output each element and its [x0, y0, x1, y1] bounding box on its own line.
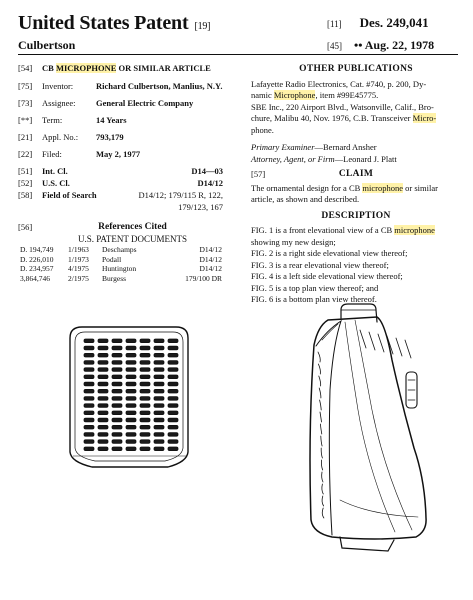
- grille-slot: [154, 418, 164, 422]
- highlighted-term: microphone: [394, 225, 435, 235]
- grille-slot: [168, 375, 178, 379]
- table-row: 3,864,746 2/1975 Burgess 179/100 DR: [20, 273, 222, 283]
- shade-line: [319, 388, 321, 398]
- grille-slot: [98, 346, 108, 350]
- references-subheading: U.S. PATENT DOCUMENTS: [77, 234, 188, 244]
- grille-slot: [168, 382, 178, 386]
- grille-slot: [84, 440, 94, 444]
- grille-slot: [140, 411, 150, 415]
- grille-slot: [84, 339, 94, 343]
- shade-line: [322, 508, 324, 518]
- grille-slot: [84, 346, 94, 350]
- references-heading: [56] References Cited: [18, 222, 167, 232]
- highlighted-term: Micro-: [412, 113, 437, 123]
- grille-slot: [112, 375, 122, 379]
- grille-slot: [126, 353, 136, 357]
- grille-slot: [154, 361, 164, 365]
- shade-line: [318, 364, 320, 374]
- grille-slot: [112, 353, 122, 357]
- grille-slot: [154, 389, 164, 393]
- grille-slot: [154, 404, 164, 408]
- attorney: Attorney, Agent, or Firm—Leonard J. Platt: [251, 153, 397, 164]
- grille-slot: [98, 447, 108, 451]
- grille-slot: [154, 411, 164, 415]
- grille-slot: [98, 375, 108, 379]
- grille-slot: [98, 418, 108, 422]
- grille-slot: [154, 440, 164, 444]
- claim-text: The ornamental design for a CB microphone or similar article, as shown and described.: [251, 182, 438, 204]
- grille-slot: [168, 404, 178, 408]
- grille-slot: [112, 411, 122, 415]
- assignee-row: [73] Assignee: General Electric Company: [18, 98, 194, 108]
- grille-slots: [84, 339, 178, 451]
- grille-slot: [112, 397, 122, 401]
- grille-slot: [126, 339, 136, 343]
- claim-heading-row: [57] CLAIM: [251, 169, 461, 181]
- grille-slot: [140, 418, 150, 422]
- shade-line: [320, 424, 321, 434]
- grille-slot: [140, 440, 150, 444]
- side-view-drawing: [310, 304, 426, 551]
- grille-slot: [98, 361, 108, 365]
- grille-slot: [112, 433, 122, 437]
- grille-slot: [98, 425, 108, 429]
- title-code: [19]: [194, 21, 211, 32]
- grille-slot: [98, 433, 108, 437]
- number-code: [11]: [327, 19, 342, 29]
- grille-slot: [140, 433, 150, 437]
- grille-slot: [140, 397, 150, 401]
- grille-slot: [126, 382, 136, 386]
- grille-slot: [154, 382, 164, 386]
- grille-slot: [168, 440, 178, 444]
- highlighted-term: Microphone: [273, 90, 316, 100]
- other-publications-text: Lafayette Radio Electronics, Cat. #740, p. 200, Dy- namic Microphone, item #99E45775. SBE Inc., 220 Airport Blvd., Watsonville, Calif., Bro- chure, Malibu 40, Nov. 1976, C.B. Transceiver Micro- phone.: [251, 78, 437, 135]
- shade-line: [319, 376, 321, 386]
- grille-slot: [154, 375, 164, 379]
- grille-slot: [112, 425, 122, 429]
- grille-slot: [140, 382, 150, 386]
- grille-slot: [140, 339, 150, 343]
- grille-slot: [140, 389, 150, 393]
- grille-slot: [168, 361, 178, 365]
- grille-slot: [126, 411, 136, 415]
- grille-slot: [112, 389, 122, 393]
- term-row: [**] Term: 14 Years: [18, 115, 127, 125]
- grille-slot: [84, 353, 94, 357]
- grille-slot: [84, 368, 94, 372]
- grille-slot: [126, 447, 136, 451]
- primary-examiner: Primary Examiner—Bernard Ansher: [251, 142, 377, 152]
- shade-line: [360, 330, 366, 348]
- grille-slot: [154, 433, 164, 437]
- grille-slot: [168, 433, 178, 437]
- front-view-drawing: [70, 327, 188, 467]
- shade-line: [321, 460, 322, 470]
- grille-slot: [112, 418, 122, 422]
- grille-slot: [84, 389, 94, 393]
- grille-slot: [168, 368, 178, 372]
- shade-line: [322, 484, 323, 494]
- grille-slot: [168, 418, 178, 422]
- highlighted-term: MICROPHONE: [55, 63, 117, 73]
- grille-slot: [112, 447, 122, 451]
- shade-line: [318, 352, 320, 362]
- shade-line: [322, 496, 324, 506]
- grille-slot: [154, 339, 164, 343]
- grille-slot: [168, 339, 178, 343]
- grille-slot: [84, 433, 94, 437]
- grille-slot: [126, 361, 136, 365]
- grille-slot: [168, 425, 178, 429]
- grille-slot: [112, 440, 122, 444]
- bibliographic-data: [54] CB MICROPHONE OR SIMILAR ARTICLE [75] Inventor: Richard Culbertson, Manlius, N.Y. [73] Assignee: General Electric Company [**] Term: 14 Years [21] Appl. No.: 793,179 [22] Filed: May 2, 1977 [51] Int. Cl. D14—03 [52] U.S. Cl. D14/12 [58] Field of Search D14/12; 179/115 R, 122, 179/123, 167 [56] References Cited U.S. PATENT DOCUMENTS D. 194,749 1/1963 Deschamps D14/12 D. 226,010 1/1973 Podall D14/12 D. 234,957 4/1975 Huntington D14/12 3,864,746 2/1975 Burgess 179/100 DR: [18, 63, 223, 283]
- int-cl-row: [51] Int. Cl. D14—03: [18, 166, 223, 176]
- description-text: FIG. 1 is a front elevational view of a CB microphone showing my new design; FIG. 2 is a right side elevational view thereof; FIG. 3 is a rear elevational view thereof; FIG. 4 is a left side elevational view thereof; FIG. 5 is a top plan view thereof; and FIG. 6 is a bottom plan view thereof.: [251, 225, 435, 304]
- grille-slot: [126, 425, 136, 429]
- us-cl-row: [52] U.S. Cl. D14/12: [18, 178, 223, 188]
- patent-date-value: Aug. 22, 1978: [364, 38, 435, 52]
- grille-slot: [140, 353, 150, 357]
- field-search-row: [58] Field of Search D14/12; 179/115 R, 122,: [18, 190, 223, 200]
- shade-line: [321, 448, 322, 458]
- grille-slot: [168, 411, 178, 415]
- grille-slot: [154, 447, 164, 451]
- grille-slot: [140, 375, 150, 379]
- grille-slot: [154, 353, 164, 357]
- table-row: D. 194,749 1/1963 Deschamps D14/12: [20, 245, 222, 254]
- grille-slot: [154, 368, 164, 372]
- grille-slot: [84, 404, 94, 408]
- shade-line: [378, 334, 384, 352]
- shade-line: [321, 436, 322, 446]
- grille-slot: [112, 382, 122, 386]
- grille-slot: [98, 397, 108, 401]
- grille-slot: [126, 375, 136, 379]
- grille-slot: [154, 346, 164, 350]
- grille-slot: [126, 440, 136, 444]
- grille-slot: [84, 425, 94, 429]
- shading-lines: [318, 330, 411, 518]
- grille-slot: [168, 389, 178, 393]
- grille-slot: [112, 346, 122, 350]
- description-heading: DESCRIPTION: [321, 210, 391, 221]
- grille-slot: [84, 361, 94, 365]
- grille-slot: [126, 389, 136, 393]
- grille-slot: [98, 440, 108, 444]
- claim-heading: CLAIM: [338, 169, 374, 179]
- grille-slot: [126, 368, 136, 372]
- date-code: [45]: [327, 41, 342, 51]
- grille-slot: [98, 368, 108, 372]
- grille-slot: [84, 382, 94, 386]
- inventor-row: [75] Inventor: Richard Culbertson, Manlius, N.Y.: [18, 81, 223, 91]
- grille-slot: [84, 397, 94, 401]
- grille-slot: [140, 447, 150, 451]
- highlighted-term: microphone: [362, 182, 404, 193]
- table-row: D. 226,010 1/1973 Podall D14/12: [20, 254, 222, 264]
- inventor-surname: Culbertson: [18, 38, 76, 52]
- grille-slot: [168, 346, 178, 350]
- title-row-code: [54]: [18, 63, 33, 73]
- grille-slot: [84, 447, 94, 451]
- filed-row: [22] Filed: May 2, 1977: [18, 149, 141, 159]
- shade-line: [369, 332, 375, 350]
- shade-line: [320, 412, 322, 422]
- grille-slot: [98, 389, 108, 393]
- date-mark: ••: [354, 38, 363, 52]
- grille-slot: [140, 404, 150, 408]
- grille-slot: [84, 411, 94, 415]
- grille-slot: [168, 397, 178, 401]
- grille-slot: [126, 433, 136, 437]
- grille-slot: [126, 397, 136, 401]
- grille-slot: [112, 404, 122, 408]
- shade-line: [396, 338, 402, 356]
- grille-slot: [112, 339, 122, 343]
- grille-slot: [168, 447, 178, 451]
- grille-slot: [84, 418, 94, 422]
- shade-line: [405, 340, 411, 358]
- grille-slot: [112, 368, 122, 372]
- appl-row: [21] Appl. No.: 793,179: [18, 132, 124, 142]
- shade-line: [320, 400, 322, 410]
- patent-title-text: United States Patent: [18, 12, 189, 34]
- grille-slot: [140, 425, 150, 429]
- grille-slot: [140, 361, 150, 365]
- title-row: [54] CB MICROPHONE OR SIMILAR ARTICLE: [18, 63, 211, 73]
- grille-slot: [168, 353, 178, 357]
- grille-slot: [126, 346, 136, 350]
- grille-slot: [84, 375, 94, 379]
- grille-slot: [98, 404, 108, 408]
- grille-slot: [126, 418, 136, 422]
- grille-slot: [154, 397, 164, 401]
- grille-slot: [126, 404, 136, 408]
- grille-slot: [154, 425, 164, 429]
- grille-slot: [98, 411, 108, 415]
- grille-slot: [140, 368, 150, 372]
- grille-slot: [98, 382, 108, 386]
- grille-slot: [98, 353, 108, 357]
- other-publications-heading: OTHER PUBLICATIONS: [299, 64, 413, 74]
- grille-slot: [112, 361, 122, 365]
- shade-line: [322, 472, 323, 482]
- table-row: D. 234,957 4/1975 Huntington D14/12: [20, 264, 222, 273]
- grille-slot: [98, 339, 108, 343]
- grille-slot: [140, 346, 150, 350]
- patent-number-value: Des. 249,041: [359, 15, 429, 30]
